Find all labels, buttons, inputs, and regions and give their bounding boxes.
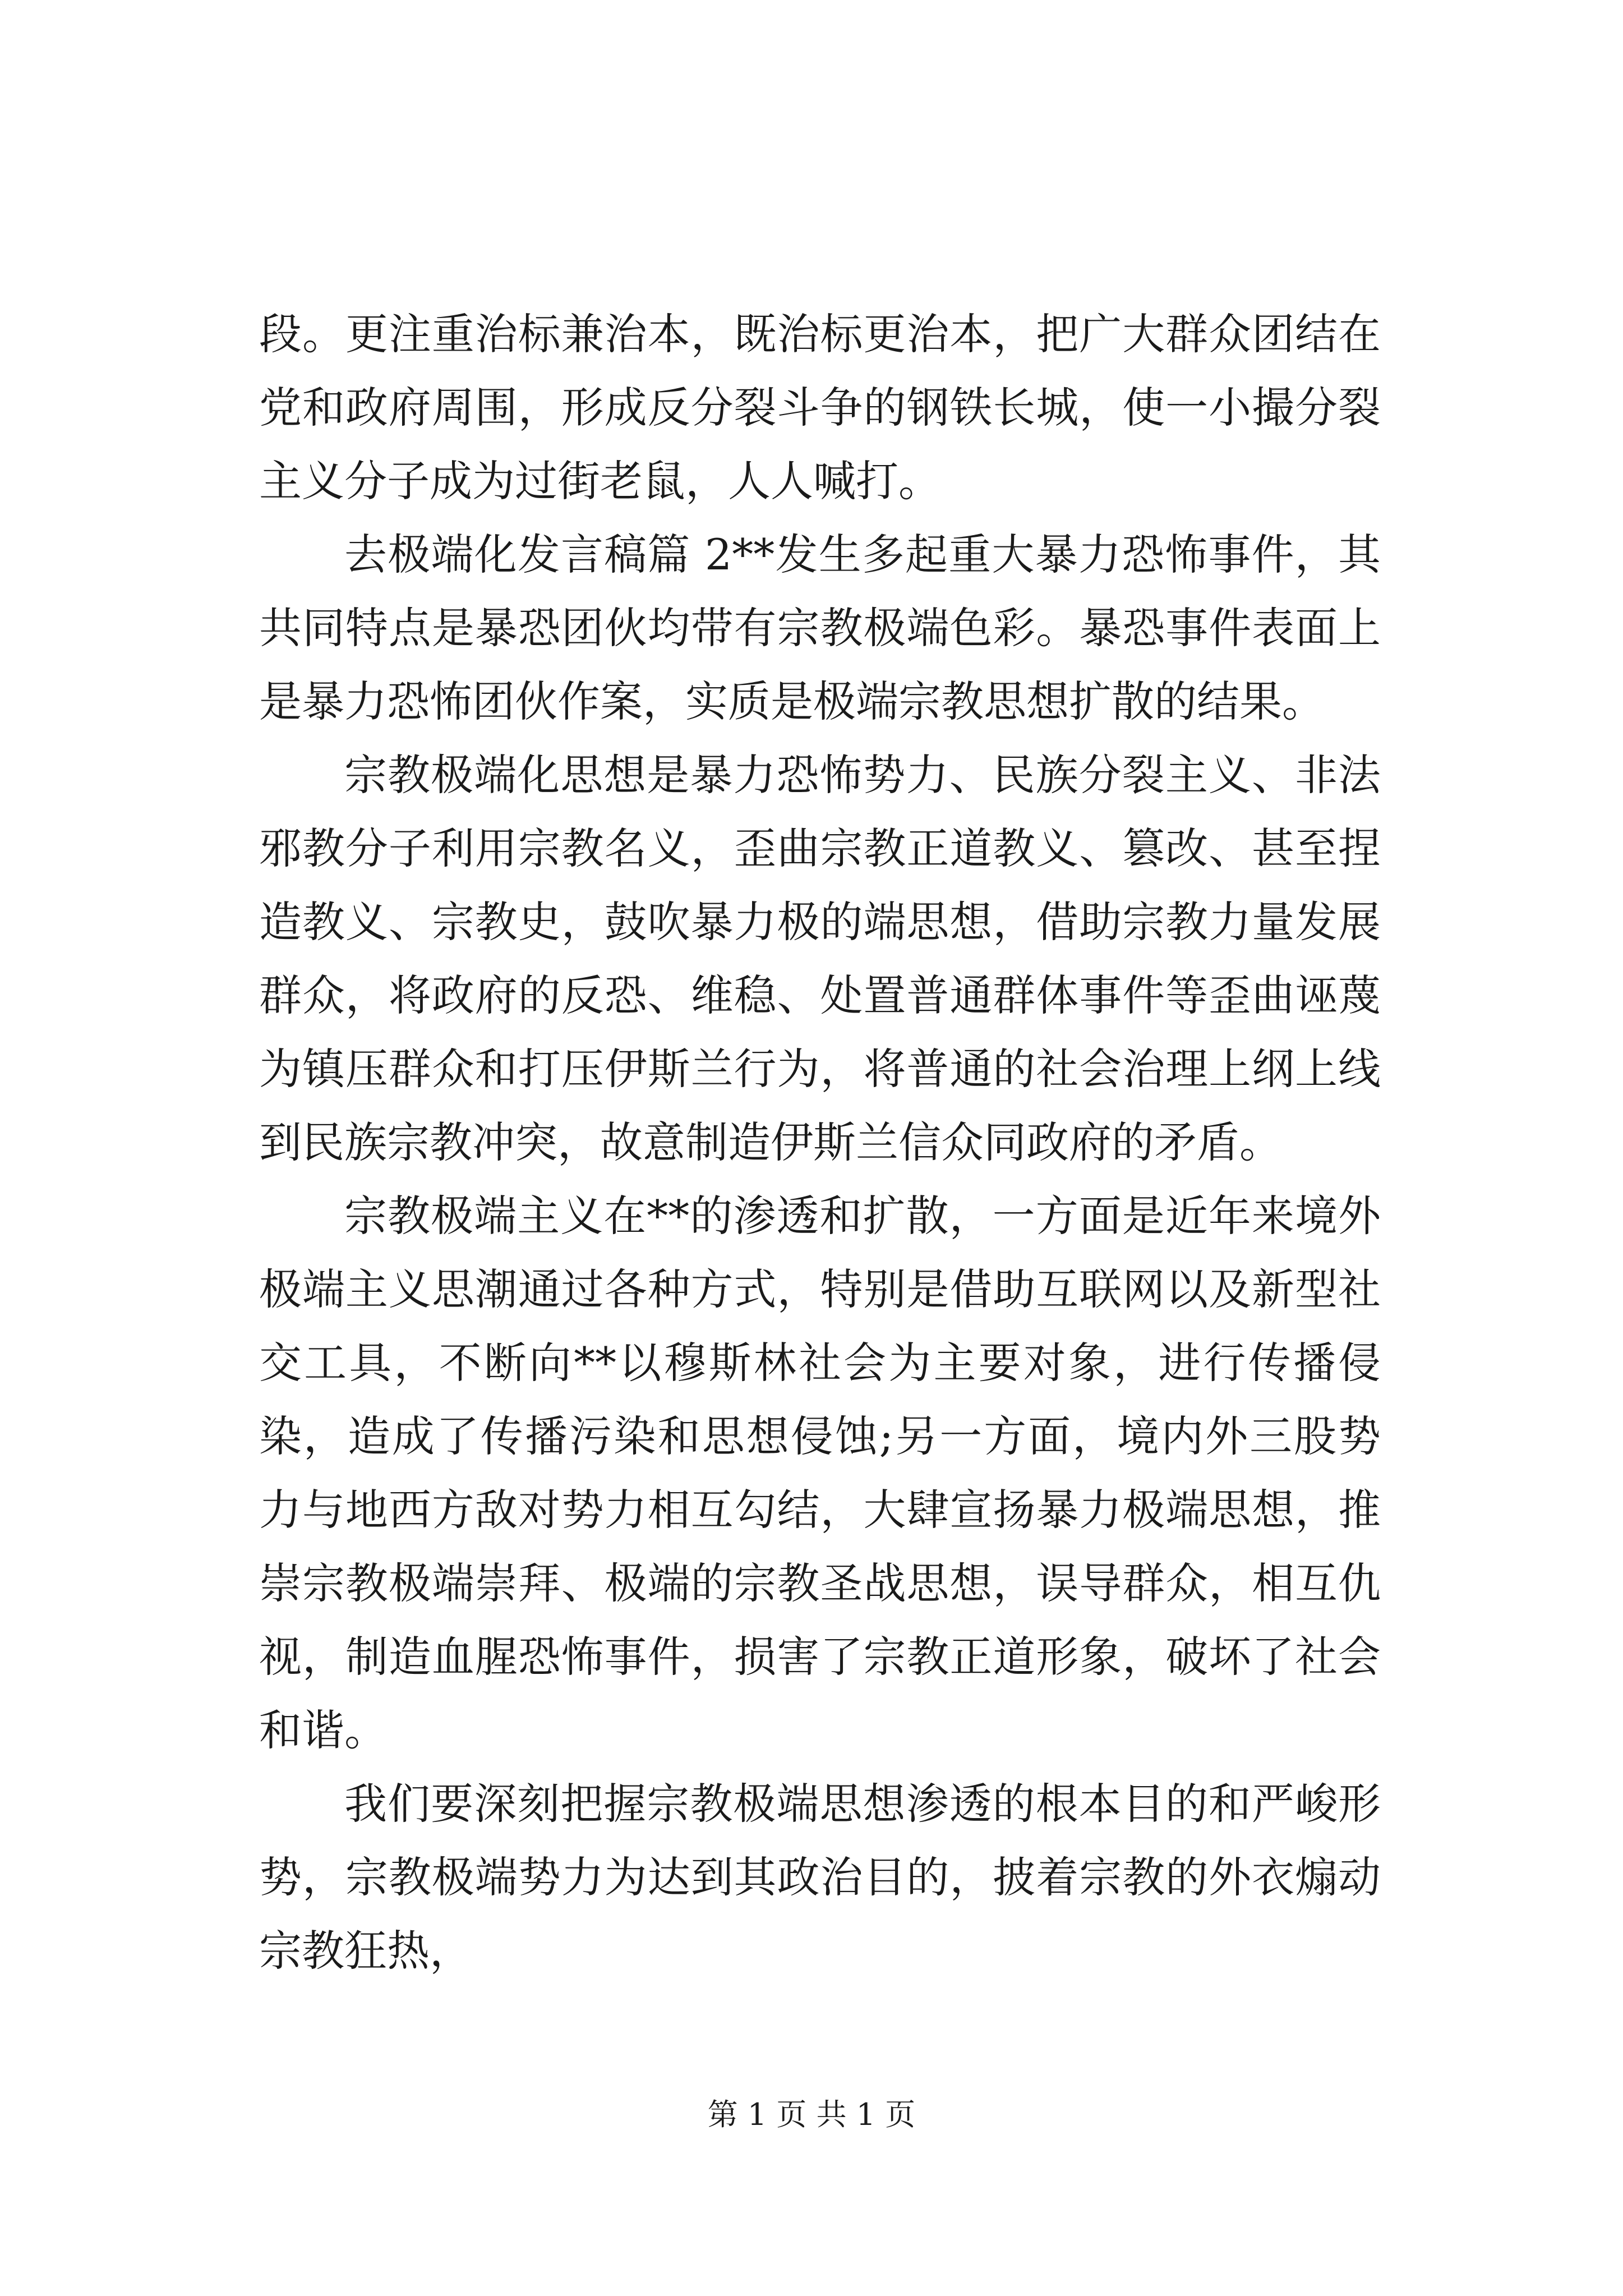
paragraph-5: 我们要深刻把握宗教极端思想渗透的根本目的和严峻形势，宗教极端势力为达到其政治目的，披着宗教的外衣煽动宗教狂热，	[259, 1779, 1381, 1976]
paragraph-4: 宗教极端主义在**的渗透和扩散，一方面是近年来境外极端主义思潮通过各种方式，特别是借助互联网以及新型社交工具，不断向**以穆斯林社会为主要对象，进行传播侵染，造成了传播污染和思想侵蚀;另一方面，境内外三股势力与地西方敌对势力相互勾结，大肆宣扬暴力极端思想，推崇宗教极端崇拜、极端的宗教圣战思想，误导群众，相互仇视，制造血腥恐怖事件，损害了宗教正道形象，破坏了社会和谐。	[259, 1191, 1381, 1755]
paragraph-3: 宗教极端化思想是暴力恐怖势力、民族分裂主义、非法邪教分子利用宗教名义，歪曲宗教正道教义、篡改、甚至捏造教义、宗教史，鼓吹暴力极的端思想，借助宗教力量发展群众，将政府的反恐、维稳、处置普通群体事件等歪曲诬蔑为镇压群众和打压伊斯兰行为，将普通的社会治理上纲上线到民族宗教冲突，故意制造伊斯兰信众同政府的矛盾。	[259, 750, 1381, 1167]
paragraph-2: 去极端化发言稿篇 2**发生多起重大暴力恐怖事件，其共同特点是暴恐团伙均带有宗教极端色彩。暴恐事件表面上是暴力恐怖团伙作案，实质是极端宗教思想扩散的结果。	[259, 530, 1381, 726]
paragraph-1: 段。更注重治标兼治本，既治标更治本，把广大群众团结在党和政府周围，形成反分裂斗争的钢铁长城，使一小撮分裂主义分子成为过街老鼠，人人喊打。	[259, 309, 1381, 506]
page-footer: 第 1 页 共 1 页	[707, 2097, 916, 2132]
document-body	[259, 297, 1381, 1987]
